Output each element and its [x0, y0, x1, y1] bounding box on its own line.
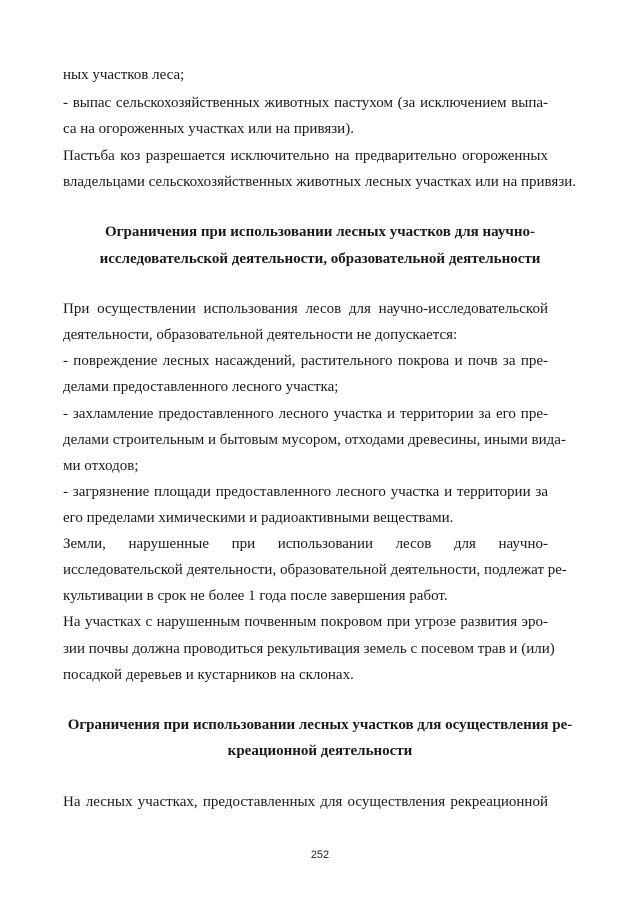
text-line: делами предоставленного лесного участка; [63, 379, 339, 395]
text-line: исследовательской деятельности, образовательной деятельности, подлежат ре- [63, 562, 567, 578]
text-line: На участках с нарушенным почвенным покровом при угрозе развития эро- [63, 614, 548, 630]
section-heading: исследовательской деятельности, образовательной деятельности [99, 251, 541, 267]
text-line: На лесных участках, предоставленных для осуществления рекреационной [63, 794, 548, 810]
section-heading: креационной деятельности [227, 743, 413, 759]
text-line: Пастьба коз разрешается исключительно на предварительно огороженных [63, 148, 548, 164]
text-line: культивации в срок не более 1 года после завершения работ. [63, 588, 448, 604]
section-heading: Ограничения при использовании лесных участков для осуществления ре- [67, 717, 573, 733]
text-line: владельцами сельскохозяйственных животных лесных участках или на привязи. [63, 174, 577, 190]
text-line: - повреждение лесных насаждений, растительного покрова и почв за пре- [63, 353, 548, 369]
section-heading: Ограничения при использовании лесных участков для научно- [105, 224, 535, 240]
text-line: зии почвы должна проводиться рекультивация земель с посевом трав и (или) [63, 641, 555, 657]
text-line: Земли, нарушенные при использовании лесов для научно- [63, 536, 548, 552]
text-line: - загрязнение площади предоставленного лесного участка и территории за [63, 484, 548, 500]
text-line: са на огороженных участках или на привязи). [63, 121, 354, 137]
text-line: деятельности, образовательной деятельности не допускается: [63, 327, 458, 343]
page-number: 252 [310, 849, 330, 861]
text-line: При осуществлении использования лесов для научно-исследовательской [63, 301, 548, 317]
text-line: посадкой деревьев и кустарников на склонах. [63, 667, 354, 683]
text-line: его пределами химическими и радиоактивными веществами. [63, 510, 454, 526]
text-line: ных участков леса; [63, 67, 185, 83]
text-line: - выпас сельскохозяйственных животных пастухом (за исключением выпа- [63, 95, 548, 111]
text-line: делами строительным и бытовым мусором, отходами древесины, иными вида- [63, 432, 566, 448]
text-line: ми отходов; [63, 458, 139, 474]
text-line: - захламление предоставленного лесного участка и территории за его пре- [63, 406, 548, 422]
